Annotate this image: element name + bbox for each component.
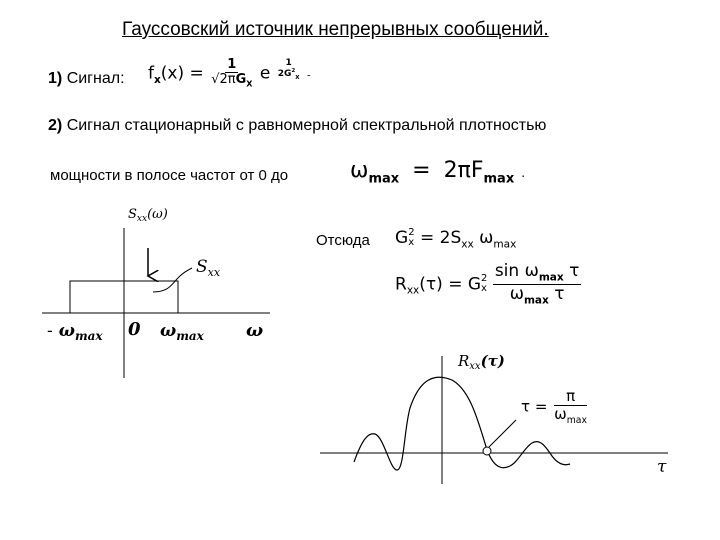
corr-y-label: $R_{xx}(\tau)$ (458, 352, 505, 372)
gauss-fraction: $\frac{1}{√2\pi G_X}$ (211, 57, 253, 89)
spectrum-y-label: $S_{xx}(\omega)$ (128, 207, 168, 224)
spectrum-plot (42, 207, 270, 378)
corr-x-label: τ (657, 457, 667, 477)
spectrum-pos-label: $\omega_{max}$ (160, 321, 204, 343)
item-1-label: Сигнал: (66, 70, 125, 87)
spectrum-neg-label: - $\omega_{max}$ (47, 321, 103, 343)
corr-curve (354, 377, 570, 470)
formula-omega-max: $\omega_{max} = 2\pi F_{max}$ . (350, 158, 526, 187)
spectrum-label-leader (153, 268, 192, 292)
formula-first-zero: τ = $\frac{\pi}{\omega_{max}}$ (521, 387, 587, 426)
formula-gauss-pdf: $f_x(x)$ = $\frac{1}{√2\pi G_X}$ e 1 $2G^2_X$ - (148, 57, 311, 89)
formula-variance: G 2 x = $2S_{xx}$ $\omega_{max}$ (395, 227, 517, 251)
first-zero-marker (483, 447, 491, 455)
sinc-fraction: $\frac{\sin \omega_{max} \tau}{\omega_{max} \tau}$ (494, 261, 580, 307)
first-zero-fraction: $\frac{\pi}{\omega_{max}}$ (554, 387, 587, 426)
item-2-line-2: мощности в полосе частот от 0 до (50, 167, 289, 184)
item-2-number: 2) (48, 117, 63, 134)
first-zero-leader (489, 420, 516, 447)
correlation-plot (320, 352, 668, 484)
item-1-number: 1) (48, 70, 63, 87)
item-2-text: Сигнал стационарный с равномерной спектральной плотностью (66, 117, 547, 134)
formula-correlation: $R_{xx}(\tau) = G$ 2 x $\frac{\sin \omega_{max} \tau}{\omega_{max} \tau}$ (395, 261, 580, 307)
spectrum-x-label: ω (246, 320, 264, 341)
otsyuda-label: Отсюда (316, 232, 370, 249)
slide-title: Гауссовский источник непрерывных сообщений. (122, 19, 549, 40)
gauss-exponent: 1 $2G^2_X$ (277, 57, 300, 82)
spectrum-level-label: $S_{xx}$ (196, 257, 221, 279)
spectrum-zero-label: 0 (128, 319, 141, 340)
